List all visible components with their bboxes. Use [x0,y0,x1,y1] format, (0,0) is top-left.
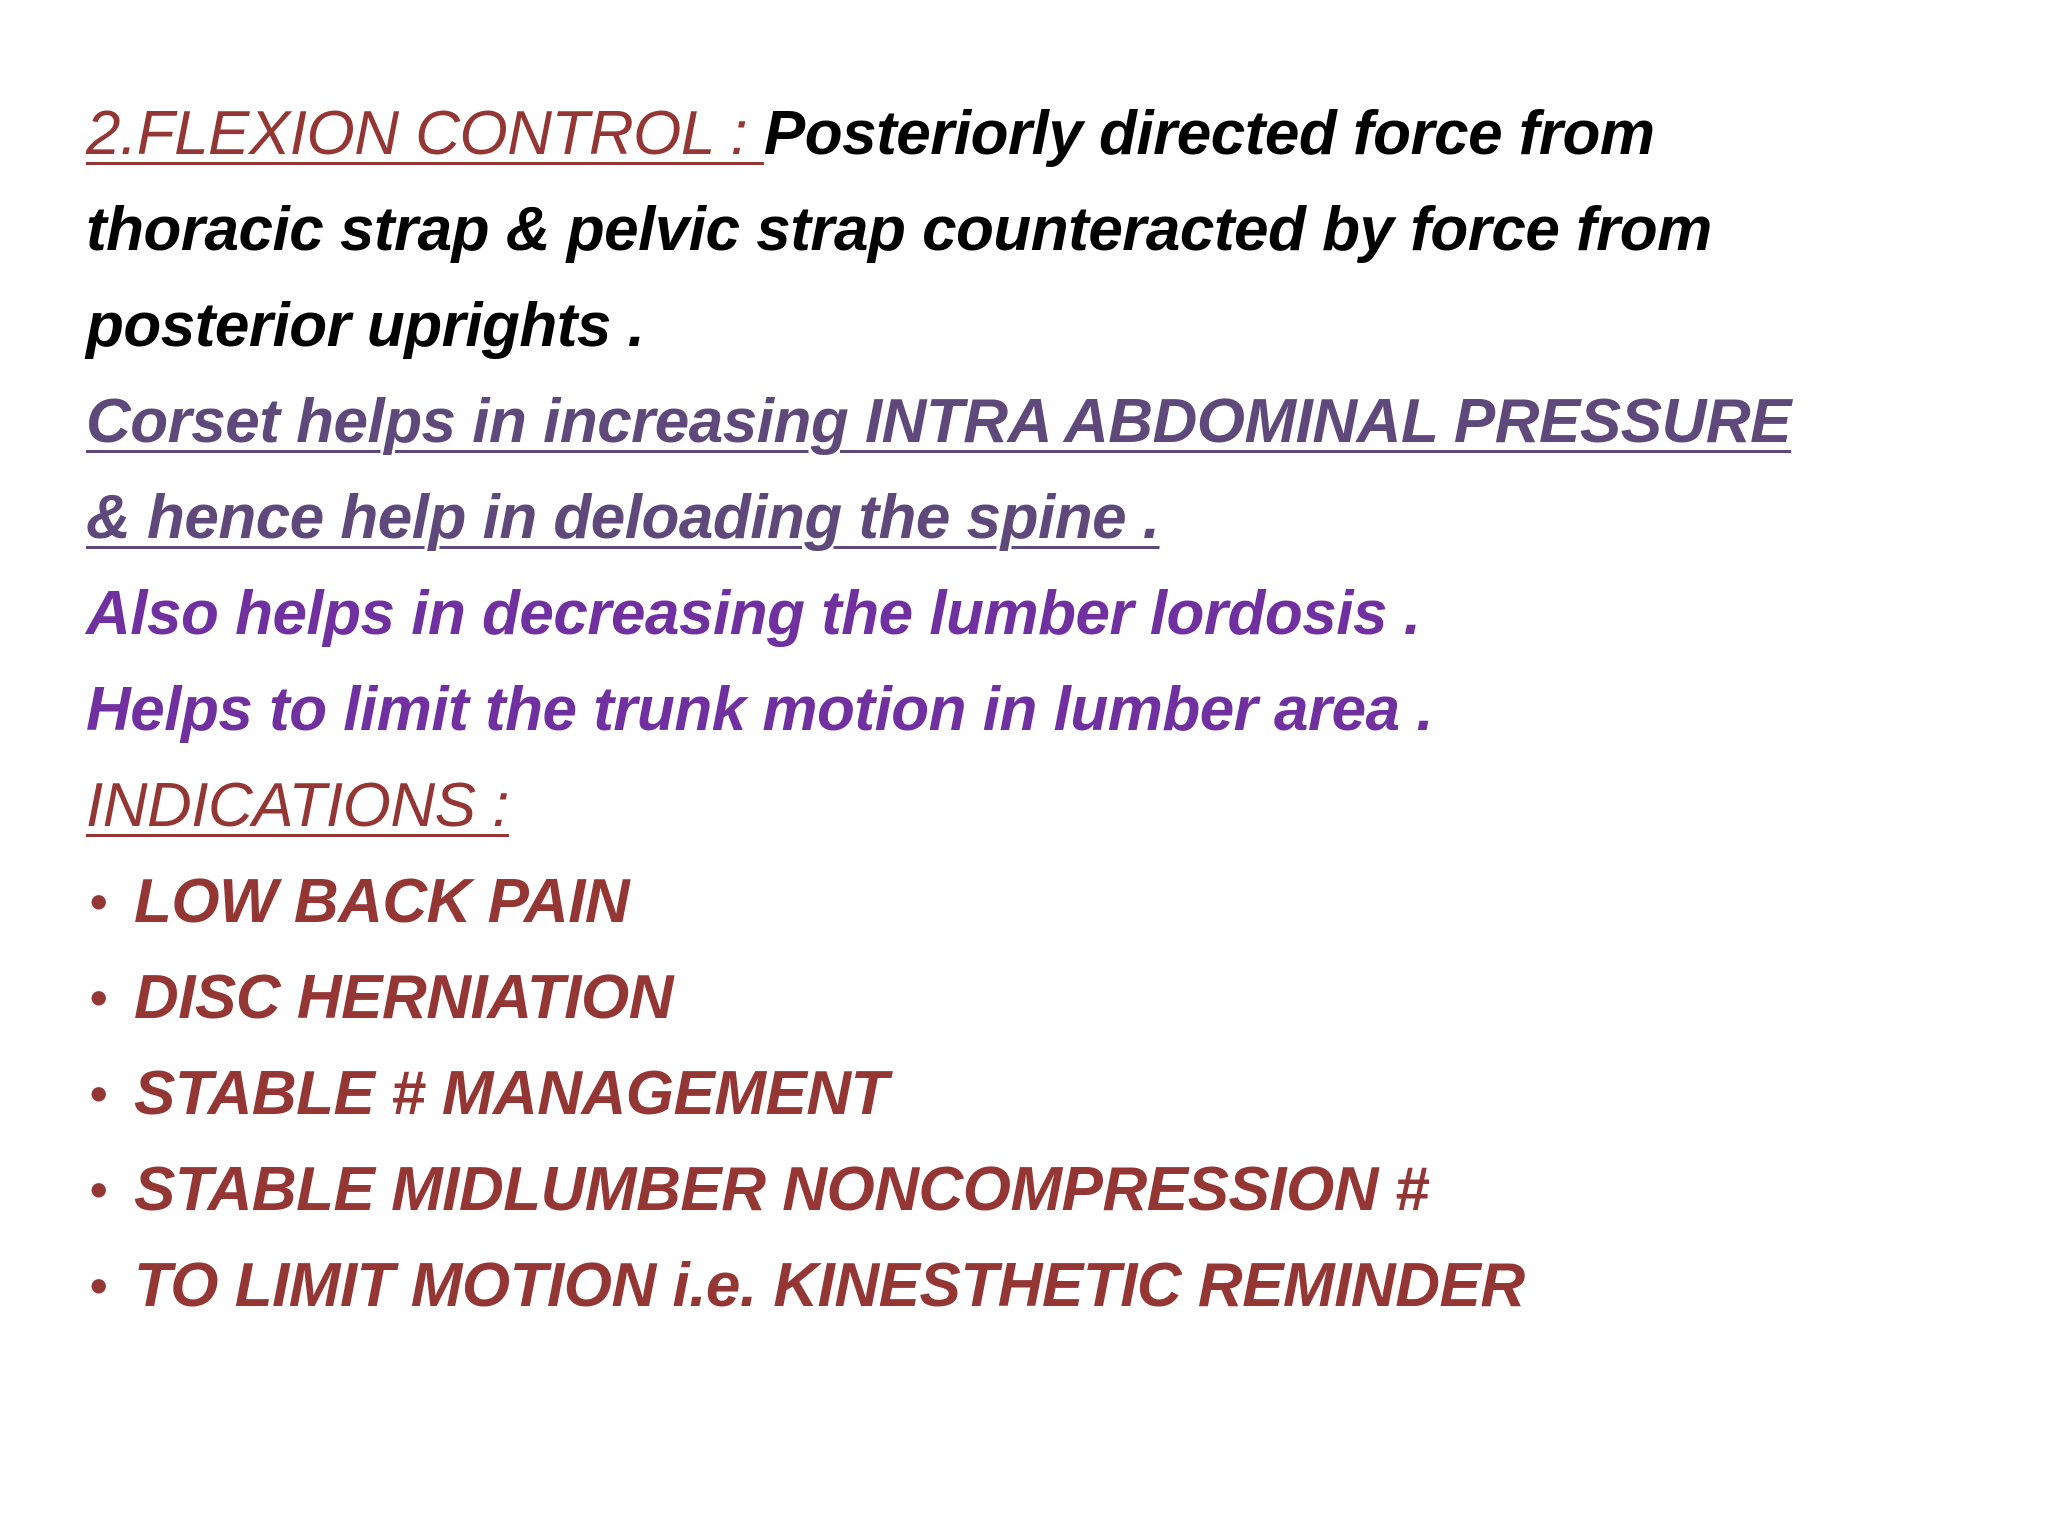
bullet-icon: • [90,874,108,930]
indication-text: STABLE # MANAGEMENT [134,1059,889,1128]
list-item [86,1142,1996,1238]
corset-line-2 [86,470,1996,566]
slide-content [86,86,1996,1334]
bullet-icon: • [90,1162,108,1218]
corset-text-1: Corset helps in increasing INTRA ABDOMINAL PRESSURE [86,387,1792,456]
bullet-icon: • [90,970,108,1026]
indication-text: TO LIMIT MOTION i.e. KINESTHETIC REMINDER [134,1251,1525,1320]
indications-title: INDICATIONS : [86,771,509,840]
indication-text: STABLE MIDLUMBER NONCOMPRESSION # [134,1155,1429,1224]
indication-text: LOW BACK PAIN [134,867,630,936]
heading-line-2: thoracic strap & pelvic strap counteracted by force from [86,195,1712,264]
point-trunk-motion: Helps to limit the trunk motion in lumber area . [86,675,1434,744]
list-item [86,950,1996,1046]
bullet-icon: • [90,1066,108,1122]
corset-line-1 [86,374,1996,470]
heading-text-1: Posteriorly directed force from [763,99,1655,168]
heading-line-3: posterior uprights . [86,291,645,360]
section-label: 2.FLEXION CONTROL : [86,99,764,168]
list-item [86,1238,1996,1334]
indications-list [86,854,1996,1334]
indication-text: DISC HERNIATION [134,963,674,1032]
indications-heading [86,758,1996,854]
corset-text-2: & hence help in deloading the spine . [86,483,1160,552]
bullet-icon: • [90,1258,108,1314]
point-lordosis: Also helps in decreasing the lumber lordosis . [86,579,1421,648]
list-item [86,854,1996,950]
heading-line-1 [86,86,1996,182]
list-item [86,1046,1996,1142]
